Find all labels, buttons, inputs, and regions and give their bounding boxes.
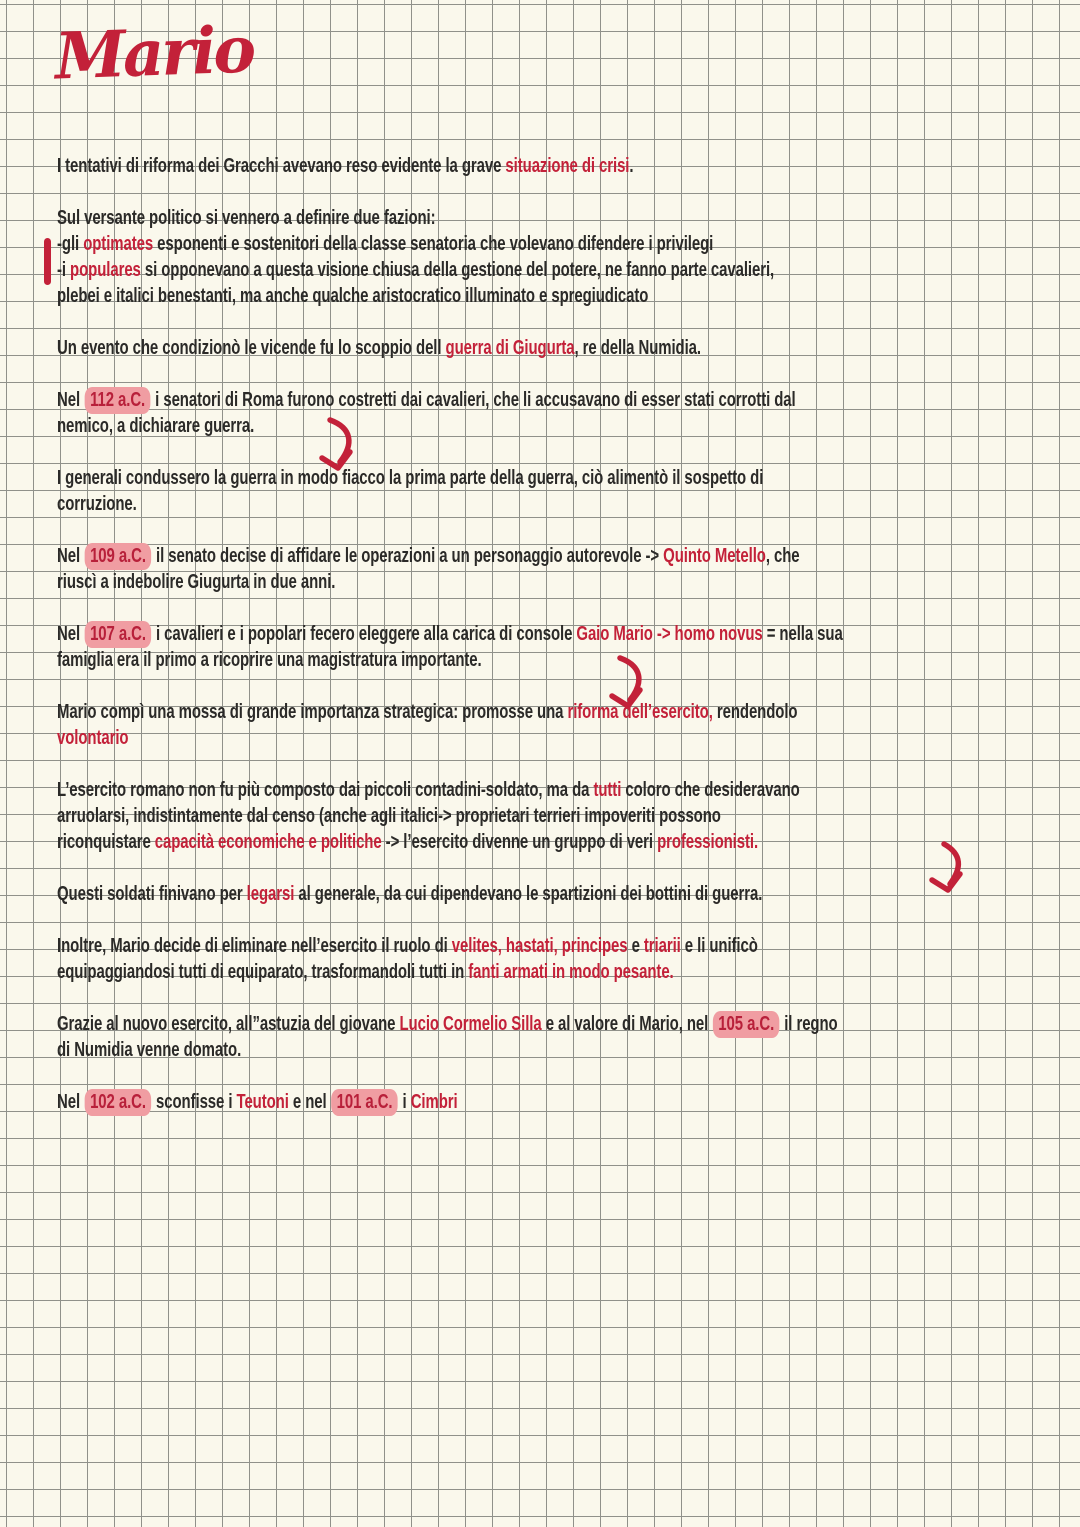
red-emphasis: populares [70, 259, 141, 281]
red-emphasis: professionisti. [657, 831, 759, 853]
text-run: Nel [57, 389, 85, 411]
red-emphasis: Quinto Metello [663, 545, 766, 567]
paragraph-riforma-esercito [57, 699, 1013, 751]
paragraph-crisi [57, 153, 1013, 179]
red-emphasis: guerra di Giugurta [445, 337, 575, 359]
paragraph-populares [57, 257, 1013, 309]
paragraph-esercito-volontario [57, 777, 1013, 855]
text-run: L’esercito romano non fu più composto dai piccoli contadini-soldato, ma da [57, 779, 594, 801]
paragraph-fazioni-intro [57, 205, 1013, 231]
paragraph-105ac [57, 1011, 1013, 1063]
page-title: Mario [53, 12, 255, 95]
text-run: Mario compì una mossa di grande importanza strategica: promosse una [57, 701, 568, 723]
text-run: e al valore di Mario, nel [541, 1013, 713, 1035]
text-run: riconquistare [57, 831, 155, 853]
paragraph-109ac [57, 543, 1013, 595]
text-run: i cavalieri e i popolari fecero eleggere alla carica di console [151, 623, 577, 645]
red-emphasis: triarii [643, 935, 681, 957]
text-run: i senatori di Roma furono costretti dai cavalieri, che li accusavano di esser stati corrotti dal [151, 389, 796, 411]
text-run: e li unificò [680, 935, 758, 957]
text-run: Un evento che condizionò le vicende fu lo scoppio dell [57, 337, 446, 359]
paragraph-102-101ac [57, 1089, 1013, 1115]
hand-drawn-arrow-down-icon [312, 414, 368, 482]
red-emphasis: riforma dell’esercito, [567, 701, 713, 723]
highlighted-date: 107 a.C. [85, 621, 151, 648]
red-emphasis: situazione di crisi [505, 155, 630, 177]
text-run: rendendolo [712, 701, 798, 723]
hand-drawn-arrow-down-icon [924, 840, 980, 902]
text-run: il regno [780, 1013, 838, 1035]
note-body [57, 153, 1013, 1115]
text-run: famiglia era il primo a ricoprire una magistratura importante. [57, 649, 482, 671]
paragraph-107ac [57, 621, 1013, 673]
text-run: Sul versante politico si vennero a definire due fazioni: [57, 207, 436, 229]
text-run: nemico, a dichiarare guerra. [57, 415, 255, 437]
text-run: si opponevano a questa visione chiusa della gestione del potere, ne fanno parte cavalieri, [140, 259, 775, 281]
text-run: Grazie al nuovo esercito, all”astuzia del giovane [57, 1013, 400, 1035]
red-emphasis: volontario [57, 727, 129, 749]
text-run: I tentativi di riforma dei Gracchi avevano reso evidente la grave [57, 155, 506, 177]
text-run: e [627, 935, 644, 957]
red-emphasis: Cimbri [410, 1091, 458, 1113]
text-run: -gli [57, 233, 84, 255]
highlighted-date: 109 a.C. [85, 543, 151, 570]
red-emphasis: principes [561, 935, 628, 957]
text-run: Nel [57, 623, 85, 645]
text-run: riuscì a indebolire Giugurta in due anni. [57, 571, 336, 593]
paragraph-112ac [57, 387, 1013, 439]
highlighted-date: 102 a.C. [85, 1089, 151, 1116]
text-run: Inoltre, Mario decide di eliminare nell’esercito il ruolo di [57, 935, 452, 957]
text-run: arruolarsi, indistintamente dal censo (anche agli italici-> proprietari terrieri impoveriti possono [57, 805, 721, 827]
text-run: -> l’esercito divenne un gruppo di veri [381, 831, 658, 853]
paragraph-generali [57, 465, 1013, 517]
text-run: i [398, 1091, 411, 1113]
paragraph-optimates [57, 231, 1013, 257]
red-margin-bar [44, 238, 51, 285]
red-emphasis: hastati, [505, 935, 558, 957]
text-run: al generale, da cui dipendevano le spartizioni dei bottini di guerra. [294, 883, 763, 905]
highlighted-date: 101 a.C. [331, 1089, 397, 1116]
text-run: di Numidia venne domato. [57, 1039, 242, 1061]
hand-drawn-arrow-down-icon [602, 652, 658, 720]
paragraph-legame-generale [57, 881, 1013, 907]
red-emphasis: fanti armati in modo pesante. [468, 961, 674, 983]
text-run: Nel [57, 545, 85, 567]
text-run: coloro che desideravano [621, 779, 800, 801]
text-run: , che [765, 545, 800, 567]
text-run: Nel [57, 1091, 85, 1113]
text-run: equipaggiandosi tutti di equiparato, trasformandoli tutti in [57, 961, 469, 983]
red-emphasis: tutti [593, 779, 622, 801]
text-run: sconfisse i [151, 1091, 237, 1113]
text-run: -i [57, 259, 71, 281]
text-run: = nella sua [762, 623, 843, 645]
text-run: esponenti e sostenitori della classe senatoria che volevano difendere i privilegi [153, 233, 714, 255]
text-run: il senato decise di affidare le operazioni a un personaggio autorevole -> [151, 545, 664, 567]
highlighted-date: 112 a.C. [85, 387, 151, 414]
red-emphasis: velites, [451, 935, 502, 957]
text-run: I generali condussero la guerra in modo fiacco la prima parte della guerra, ciò alimentò il sospetto di [57, 467, 764, 489]
red-emphasis: capacità economiche e politiche [154, 831, 382, 853]
paragraph-unificazione-ruoli [57, 933, 1013, 985]
text-run: , re della Numidia. [574, 337, 701, 359]
red-emphasis: Gaio Mario -> homo novus [576, 623, 763, 645]
text-run: e nel [288, 1091, 331, 1113]
paragraph-giugurta [57, 335, 1013, 361]
text-run: corruzione. [57, 493, 137, 515]
red-emphasis: Teutoni [236, 1091, 289, 1113]
text-run: . [629, 155, 634, 177]
red-emphasis: legarsi [246, 883, 295, 905]
highlighted-date: 105 a.C. [713, 1011, 779, 1038]
red-emphasis: Lucio Cormelio Silla [399, 1013, 542, 1035]
text-run: plebei e italici benestanti, ma anche qualche aristocratico illuminato e spregiudicato [57, 285, 649, 307]
text-run: Questi soldati finivano per [57, 883, 247, 905]
red-emphasis: optimates [83, 233, 154, 255]
